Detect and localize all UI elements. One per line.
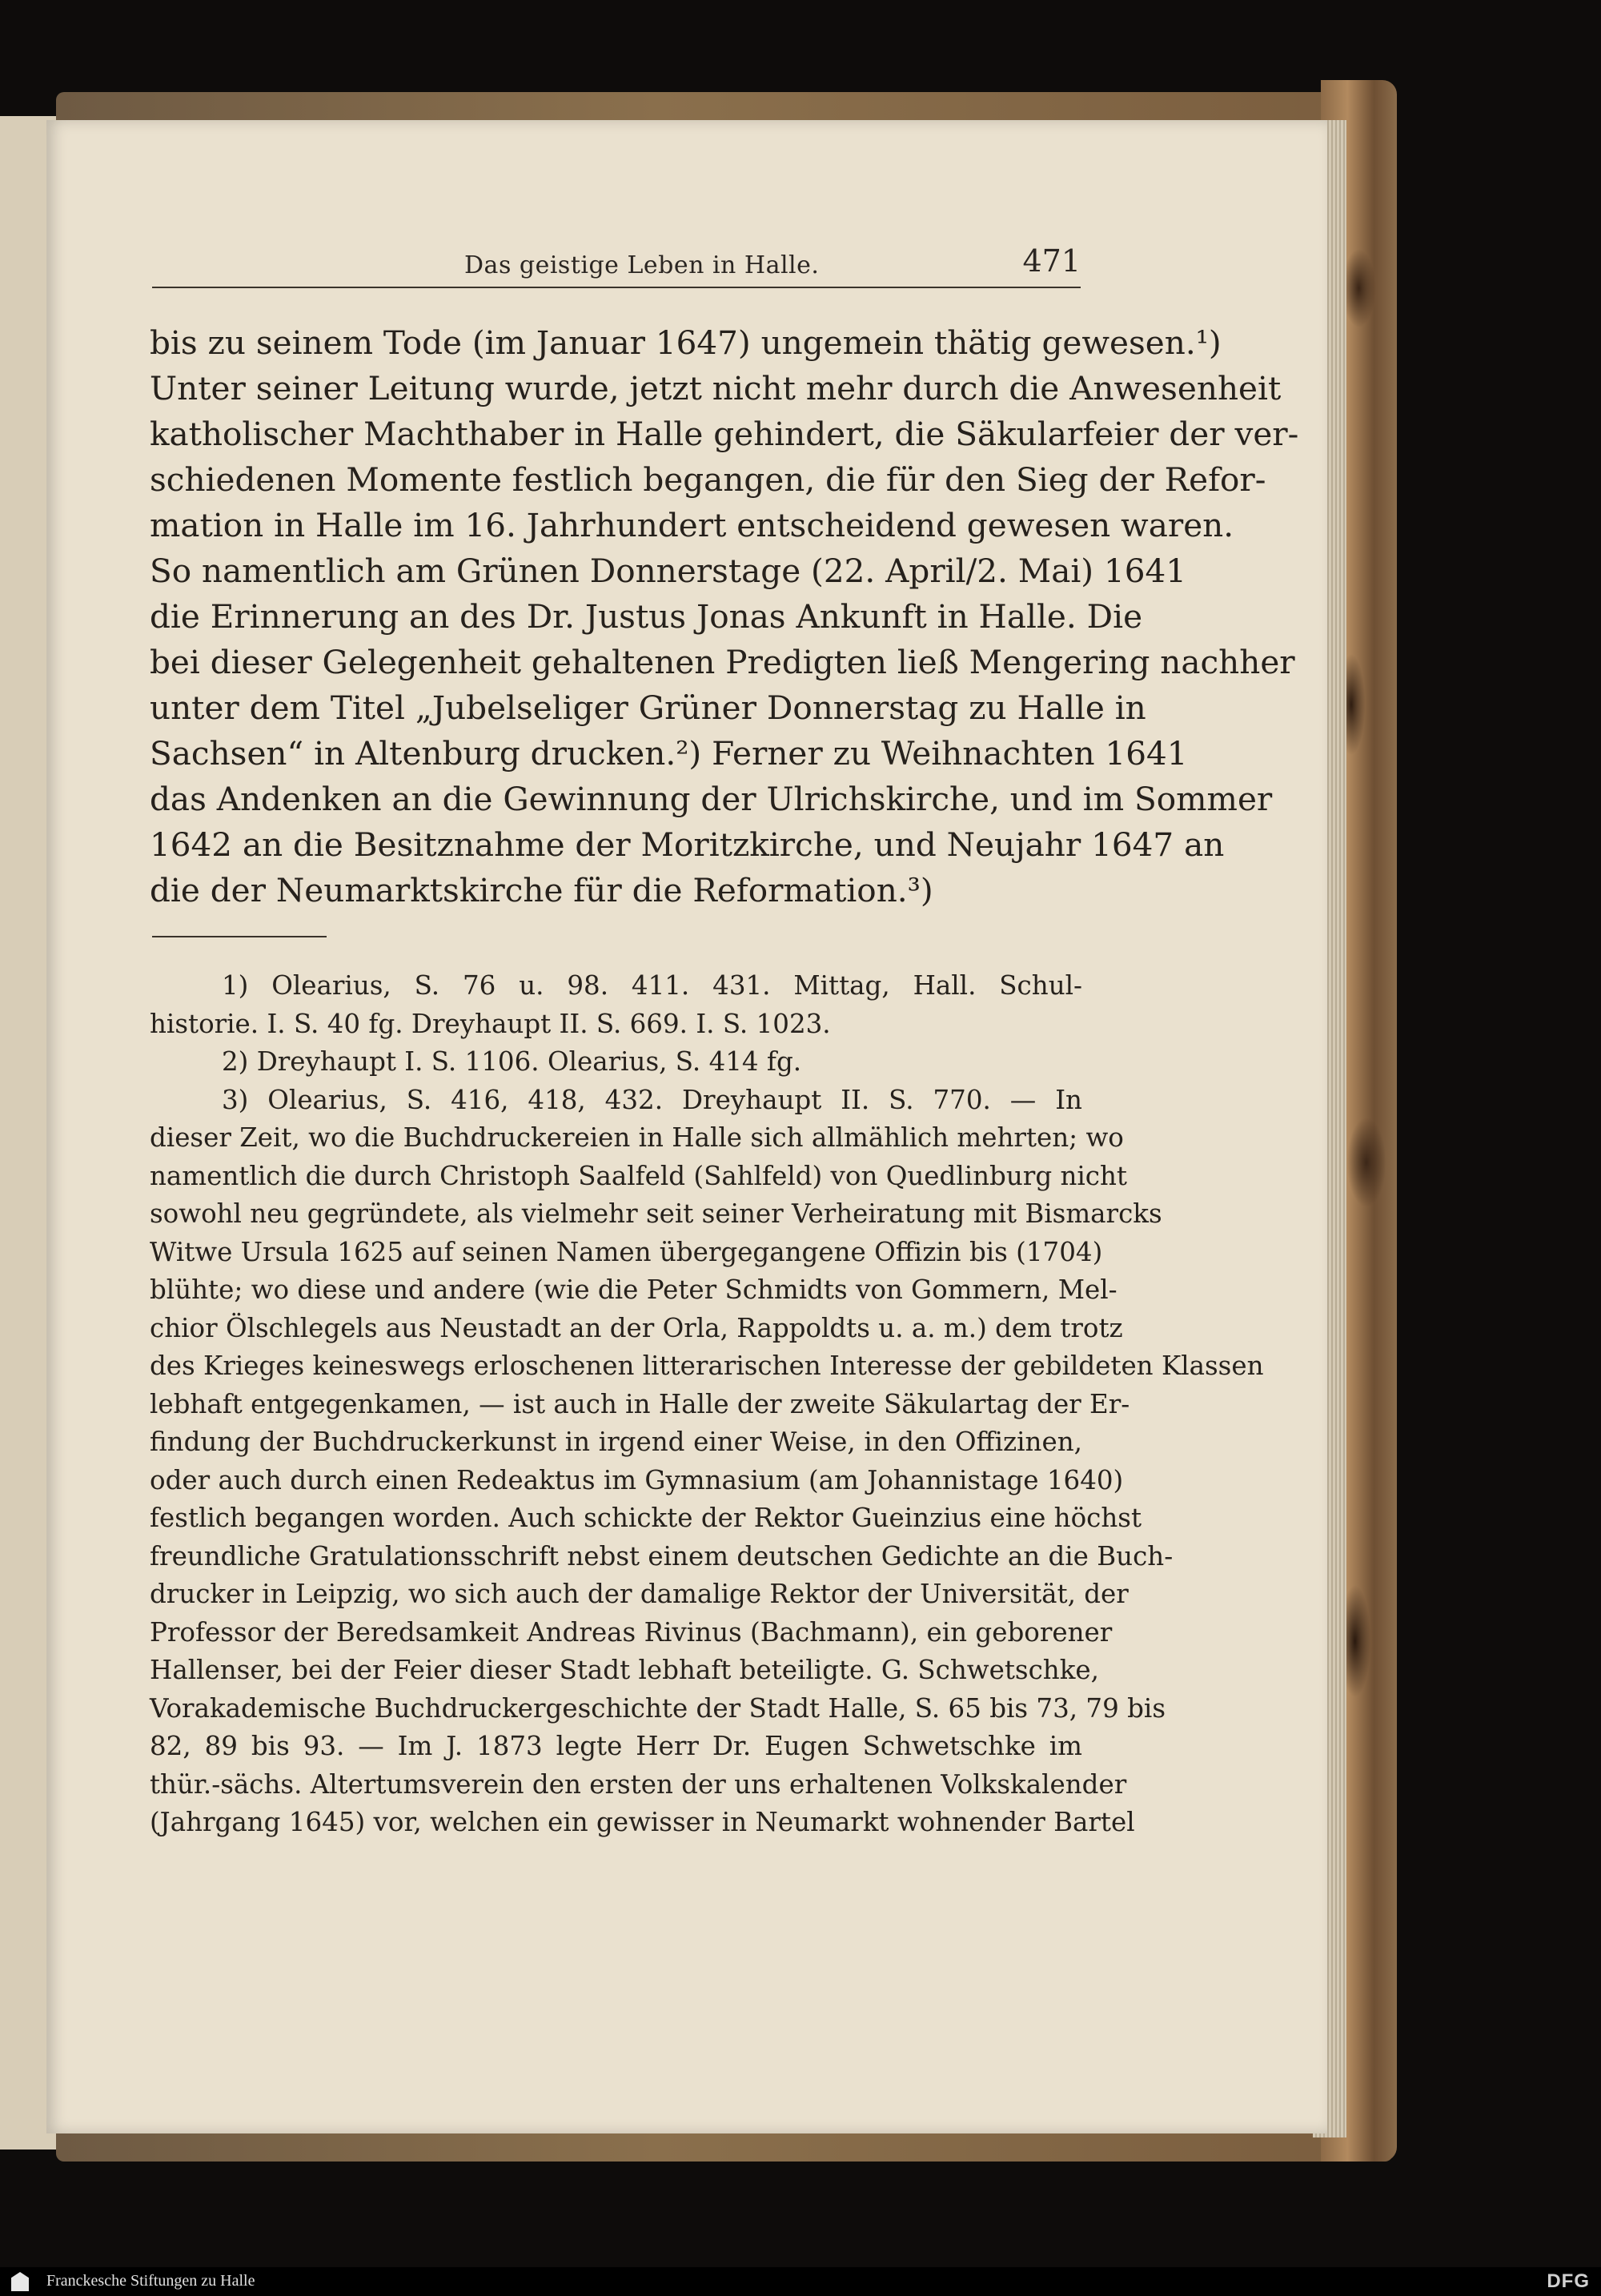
footnote-line: lebhaft entgegenkamen, — ist auch in Halle der zweite Säkulartag der Er- (150, 1388, 1130, 1419)
institution-name: Franckesche Stiftungen zu Halle (46, 2272, 255, 2290)
footnote-line: Professor der Beredsamkeit Andreas Rivinus (Bachmann), ein geborener (150, 1616, 1113, 1648)
text-line: mation in Halle im 16. Jahrhundert entscheidend gewesen waren. (150, 506, 1234, 544)
footnote-line: findung der Buchdruckerkunst in irgend einer Weise, in den Offizinen, (150, 1427, 1082, 1457)
text-line: katholischer Machthaber in Halle gehindert, die Säkularfeier der ver- (150, 415, 1299, 453)
text-line: 1642 an die Besitznahme der Moritzkirche, und Neujahr 1647 an (150, 825, 1225, 864)
footnote-line: (Jahrgang 1645) vor, welchen ein gewisser in Neumarkt wohnender Bartel (150, 1807, 1135, 1837)
footnote-line: namentlich die durch Christoph Saalfeld (Sahlfeld) von Quedlinburg nicht (150, 1160, 1127, 1191)
footnote-line: des Krieges keineswegs erloschenen litterarischen Interesse der gebildeten Klassen (150, 1351, 1264, 1381)
text-line: die der Neumarktskirche für die Reformation.³) (150, 871, 933, 909)
footnote-line: blühte; wo diese und andere (wie die Peter Schmidts von Gommern, Mel- (150, 1274, 1117, 1305)
footnote-line: 2) Dreyhaupt I. S. 1106. Olearius, S. 414 fg. (222, 1046, 802, 1077)
main-text (150, 320, 1299, 913)
text-line: bei dieser Gelegenheit gehaltenen Predigten ließ Mengering nachher (150, 643, 1295, 681)
running-header (152, 240, 1081, 288)
text-line: bis zu seinem Tode (im Januar 1647) ungemein thätig gewesen.¹) (150, 323, 1222, 362)
footnote-line: thür.-sächs. Altertumsverein den ersten der uns erhaltenen Volkskalender (150, 1768, 1127, 1800)
text-line: schiedenen Momente festlich begangen, die für den Sieg der Refor- (150, 460, 1266, 499)
footnote-separator (152, 936, 327, 937)
footnote-line: sowohl neu gegründete, als vielmehr seit seiner Verheiratung mit Bismarcks (150, 1198, 1162, 1229)
text-line: Sachsen“ in Altenburg drucken.²) Ferner zu Weihnachten 1641 (150, 734, 1188, 773)
text-line: unter dem Titel „Jubelseliger Grüner Donnerstag zu Halle in (150, 688, 1146, 727)
footnote-line: Vorakademische Buchdruckergeschichte der Stadt Halle, S. 65 bis 73, 79 bis (150, 1692, 1166, 1724)
footnote-line: Hallenser, bei der Feier dieser Stadt lebhaft beteiligte. G. Schwetschke, (150, 1655, 1099, 1685)
footnote-3 (150, 1082, 1264, 1842)
institution-logo-icon (11, 2272, 29, 2291)
footnote-line: Witwe Ursula 1625 auf seinen Namen übergegangene Offizin bis (1704) (150, 1236, 1103, 1267)
footnote-line: dieser Zeit, wo die Buchdruckereien in Halle sich allmählich mehrten; wo (150, 1122, 1124, 1153)
book-page (46, 120, 1327, 2133)
footnote-line: historie. I. S. 40 fg. Dreyhaupt II. S. 669. I. S. 1023. (150, 1008, 831, 1039)
footnote-line: 1) Olearius, S. 76 u. 98. 411. 431. Mittag, Hall. Schul- (222, 970, 1082, 1001)
footnote-line: 3) Olearius, S. 416, 418, 432. Dreyhaupt II. S. 770. — In (222, 1084, 1082, 1115)
text-line: das Andenken an die Gewinnung der Ulrichskirche, und im Sommer (150, 780, 1273, 818)
footnote-line: festlich begangen worden. Auch schickte der Rektor Gueinzius eine höchst (150, 1503, 1142, 1533)
footnote-line: drucker in Leipzig, wo sich auch der damalige Rektor der Universität, der (150, 1579, 1129, 1609)
footnote-line: 82, 89 bis 93. — Im J. 1873 legte Herr Dr. Eugen Schwetschke im (150, 1731, 1082, 1761)
text-line: Unter seiner Leitung wurde, jetzt nicht mehr durch die Anwesenheit (150, 369, 1282, 407)
dfg-logo: DFG (1547, 2270, 1590, 2292)
footnote-line: chior Ölschlegels aus Neustadt an der Orla, Rappoldts u. a. m.) dem trotz (150, 1312, 1123, 1343)
footnote-line: oder auch durch einen Redeaktus im Gymnasium (am Johannistage 1640) (150, 1464, 1124, 1495)
running-title: Das geistige Leben in Halle. (464, 251, 820, 279)
footnote-2 (150, 1043, 1082, 1082)
text-line: die Erinnerung an des Dr. Justus Jonas Ankunft in Halle. Die (150, 597, 1143, 636)
footnotes (150, 967, 1264, 1842)
footnote-line: freundliche Gratulationsschrift nebst einem deutschen Gedichte an die Buch- (150, 1540, 1174, 1571)
page-number: 471 (1022, 243, 1081, 279)
footnote-1 (150, 967, 1082, 1043)
text-line: So namentlich am Grünen Donnerstage (22. April/2. Mai) 1641 (150, 552, 1187, 590)
viewer-footer (0, 2267, 1601, 2296)
